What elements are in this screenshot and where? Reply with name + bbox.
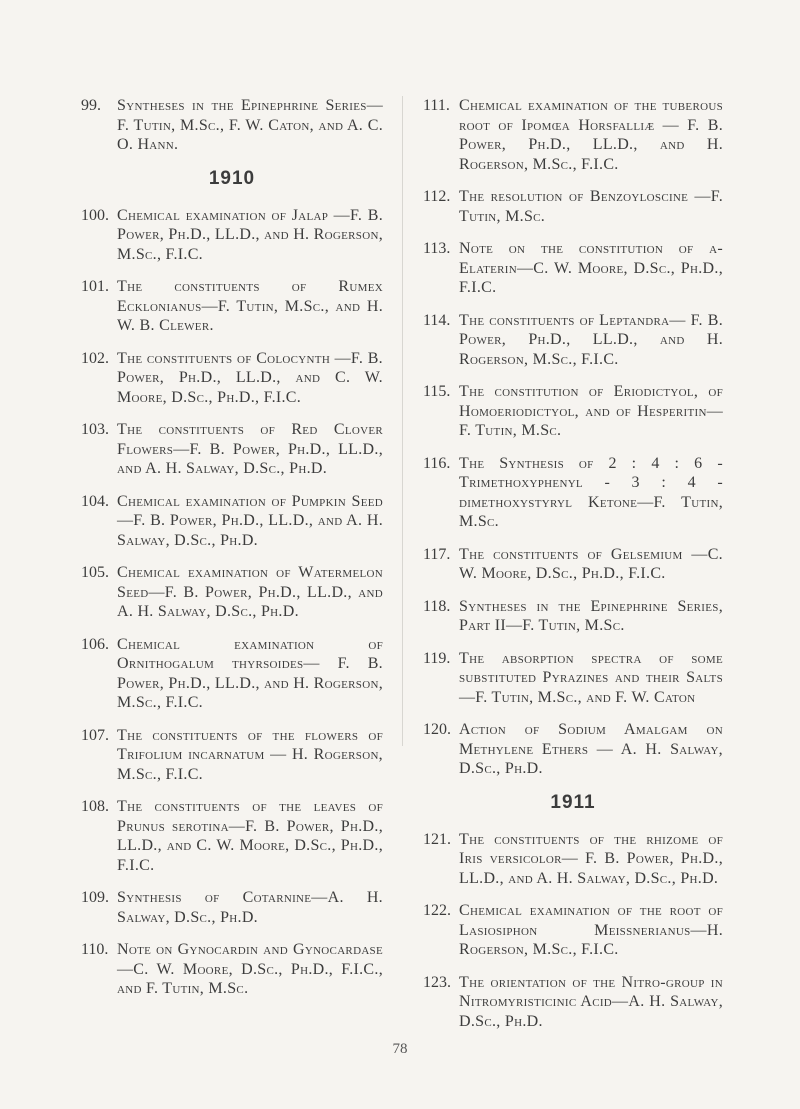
entry-number: 118. <box>423 597 451 615</box>
bibliography-entry <box>423 382 723 441</box>
entry-number: 123. <box>423 973 451 991</box>
entry-number: 120. <box>423 721 451 738</box>
entry-number: 111. <box>423 97 450 114</box>
bibliography-entry <box>81 349 383 408</box>
entry-text: The resolution of Benzoyloscine —F. Tutin, M.Sc. <box>459 188 723 225</box>
bibliography-entry <box>81 563 383 622</box>
entry-number: 105. <box>81 564 109 581</box>
entry-number: 99. <box>81 97 101 114</box>
entry-text: Syntheses in the Epinephrine Series, Part II—F. Tutin, M.Sc. <box>459 597 723 634</box>
entry-text: The constituents of Red Clover Flowers—F. B. Power, Ph.D., LL.D., and A. H. Salway, D.Sc., Ph.D. <box>117 421 383 477</box>
entry-number: 106. <box>81 635 109 653</box>
entry-number: 101. <box>81 278 109 295</box>
entry-text: The constituents of Gelsemium —C. W. Moore, D.Sc., Ph.D., F.I.C. <box>459 545 723 582</box>
entry-text: The constitution of Eriodictyol, of Homoeriodictyol, and of Hesperitin—F. Tutin, M.Sc. <box>459 383 723 439</box>
entry-number: 109. <box>81 889 109 906</box>
entry-text: The constituents of the leaves of Prunus serotina—F. B. Power, Ph.D., LL.D., and C. W. Moore, D.Sc., Ph.D., F.I.C. <box>117 798 383 874</box>
year-heading-1910: 1910 <box>208 167 256 189</box>
entry-text: Chemical examination of Ornithogalum thyrsoides— F. B. Power, Ph.D., LL.D., and H. Rogerson, M.Sc., F.I.C. <box>117 635 383 711</box>
entry-number: 113. <box>423 240 451 257</box>
bibliography-entry <box>423 973 723 1032</box>
column-divider <box>402 96 403 746</box>
entry-number: 108. <box>81 798 109 815</box>
entry-text: Chemical examination of Pumpkin Seed—F. B. Power, Ph.D., LL.D., and A. H. Salway, D.Sc., Ph.D. <box>117 492 383 549</box>
entry-number: 102. <box>81 349 109 367</box>
entry-text: The constituents of Rumex Ecklonianus—F. Tutin, M.Sc., and H. W. B. Clewer. <box>117 278 383 334</box>
bibliography-entry <box>423 597 723 636</box>
bibliography-entry <box>81 635 383 713</box>
bibliography-entry <box>423 901 723 960</box>
entry-text: The absorption spectra of some substituted Pyrazines and their Salts—F. Tutin, M.Sc., and F. W. Caton <box>459 649 723 706</box>
entry-text: Chemical examination of the root of Lasiosiphon Meissnerianus—H. Rogerson, M.Sc., F.I.C. <box>459 902 723 958</box>
entry-text: Chemical examination of Jalap —F. B. Power, Ph.D., LL.D., and H. Rogerson, M.Sc., F.I.C. <box>117 206 383 263</box>
entry-number: 100. <box>81 206 109 224</box>
bibliography-entry <box>81 888 383 927</box>
bibliography-entry <box>81 420 383 479</box>
entry-text: Syntheses in the Epinephrine Series—F. Tutin, M.Sc., F. W. Caton, and A. C. O. Hann. <box>117 97 383 153</box>
bibliography-entry <box>423 311 723 370</box>
entry-number: 112. <box>423 188 451 205</box>
entry-text: The Synthesis of 2 : 4 : 6 - Trimethoxyphenyl - 3 : 4 - dimethoxystyryl Ketone—F. Tutin, M.Sc. <box>459 454 723 530</box>
bibliography-entry <box>81 940 383 999</box>
bibliography-entry <box>423 187 723 226</box>
entry-number: 104. <box>81 492 109 510</box>
right-entries-1911 <box>423 830 723 1032</box>
entry-text: Action of Sodium Amalgam on Methylene Ethers — A. H. Salway, D.Sc., Ph.D. <box>459 721 723 777</box>
left-entries-1910 <box>81 206 383 999</box>
entry-number: 116. <box>423 454 451 472</box>
bibliography-entry <box>423 239 723 298</box>
entry-text: The constituents of the rhizome of Iris versicolor— F. B. Power, Ph.D., LL.D., and A. H. Salway, D.Sc., Ph.D. <box>459 830 723 887</box>
bibliography-entry <box>81 277 383 336</box>
right-column <box>423 96 723 1044</box>
bibliography-entry <box>423 545 723 584</box>
entry-text: Synthesis of Cotarnine—A. H. Salway, D.Sc., Ph.D. <box>117 889 383 926</box>
bibliography-entry <box>81 96 383 155</box>
entry-text: Chemical examination of Watermelon Seed—F. B. Power, Ph.D., LL.D., and A. H. Salway, D.Sc., Ph.D. <box>117 564 383 620</box>
entry-number: 119. <box>423 649 451 667</box>
entry-number: 122. <box>423 902 451 919</box>
year-heading-1911: 1911 <box>550 791 596 813</box>
bibliography-entry <box>81 492 383 551</box>
entry-number: 107. <box>81 726 109 744</box>
entry-number: 114. <box>423 311 451 329</box>
left-column <box>81 96 383 1012</box>
bibliography-entry <box>423 649 723 708</box>
entry-text: The constituents of Leptandra— F. B. Power, Ph.D., LL.D., and H. Rogerson, M.Sc., F.I.C. <box>459 311 723 368</box>
entry-text: Chemical examination of the tuberous root of Ipomœa Horsfalliæ — F. B. Power, Ph.D., LL.D., and H. Rogerson, M.Sc., F.I.C. <box>459 97 723 173</box>
entry-text: The constituents of the flowers of Trifolium incarnatum — H. Rogerson, M.Sc., F.I.C. <box>117 726 383 783</box>
bibliography-entry <box>423 830 723 889</box>
entry-text: The orientation of the Nitro-group in Nitromyristicinic Acid—A. H. Salway, D.Sc., Ph.D. <box>459 973 723 1030</box>
page-number: 78 <box>392 1041 408 1057</box>
right-entries-1910 <box>423 96 723 779</box>
bibliography-entry <box>423 454 723 532</box>
bibliography-entry <box>423 720 723 779</box>
entry-number: 117. <box>423 545 451 563</box>
entry-number: 115. <box>423 383 451 400</box>
entry-number: 103. <box>81 421 109 438</box>
entry-number: 110. <box>81 941 109 958</box>
bibliography-entry <box>81 797 383 875</box>
bibliography-entry <box>423 96 723 174</box>
left-entries-before-1910 <box>81 96 383 155</box>
bibliography-entry <box>81 726 383 785</box>
entry-number: 121. <box>423 830 451 848</box>
bibliography-entry <box>81 206 383 265</box>
entry-text: The constituents of Colocynth —F. B. Power, Ph.D., LL.D., and C. W. Moore, D.Sc., Ph.D., F.I.C. <box>117 349 383 406</box>
entry-text: Note on Gynocardin and Gynocardase—C. W. Moore, D.Sc., Ph.D., F.I.C., and F. Tutin, M.Sc. <box>117 941 383 997</box>
entry-text: Note on the constitution of α-Elaterin—C. W. Moore, D.Sc., Ph.D., F.I.C. <box>459 240 723 296</box>
